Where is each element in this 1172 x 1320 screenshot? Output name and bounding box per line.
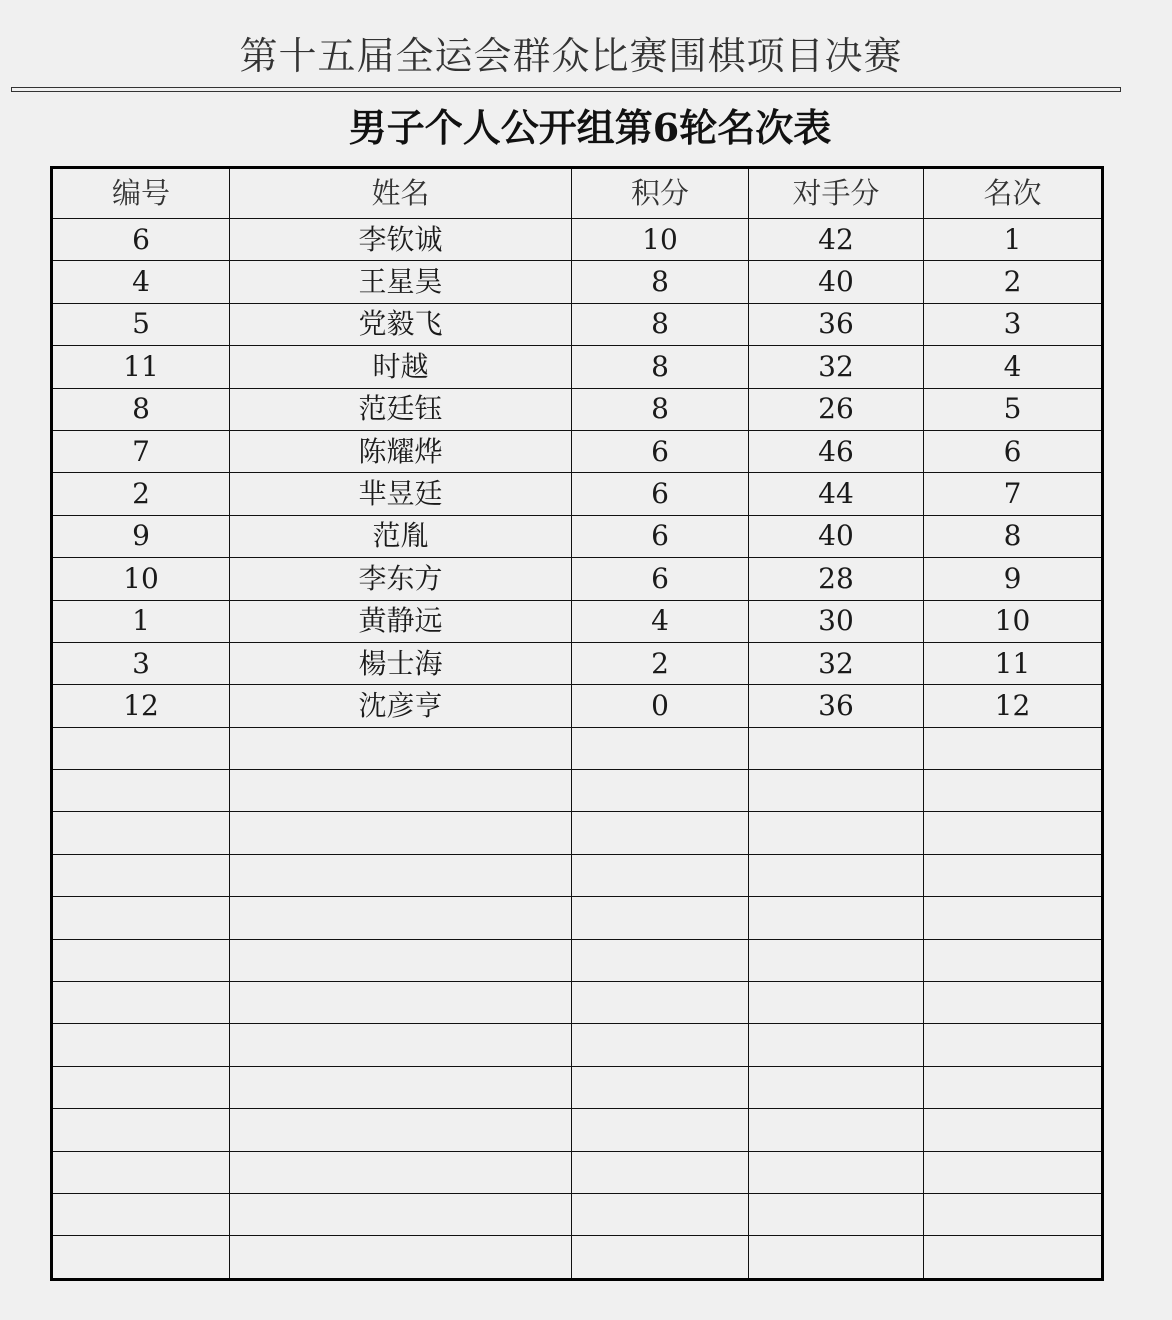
empty-cell [52,1151,230,1193]
cell-opponent-score: 44 [749,473,924,515]
document-title: 第十五届全运会群众比赛围棋项目决赛 [239,34,903,78]
cell-opponent-score: 32 [749,642,924,684]
empty-cell [749,939,924,981]
empty-cell [52,939,230,981]
empty-cell [52,1193,230,1235]
empty-cell [749,727,924,769]
empty-cell [924,1236,1103,1279]
empty-table-row [52,770,1103,812]
cell-score: 6 [572,558,749,600]
empty-table-row [52,1066,1103,1108]
empty-cell [924,939,1103,981]
empty-table-row [52,939,1103,981]
empty-cell [572,1193,749,1235]
empty-cell [924,812,1103,854]
empty-cell [924,897,1103,939]
table-row [52,430,1103,472]
cell-score: 2 [572,642,749,684]
cell-name: 芈昱廷 [230,473,572,515]
empty-cell [749,1109,924,1151]
empty-table-row [52,1024,1103,1066]
empty-cell [230,770,572,812]
cell-id: 5 [52,303,230,345]
header-name: 姓名 [230,168,572,219]
cell-score: 8 [572,346,749,388]
empty-cell [572,1151,749,1193]
cell-name: 陈耀烨 [230,430,572,472]
empty-cell [572,770,749,812]
cell-name: 李东方 [230,558,572,600]
empty-cell [230,982,572,1024]
table-row [52,600,1103,642]
cell-id: 2 [52,473,230,515]
cell-name: 王星昊 [230,261,572,303]
cell-rank: 7 [924,473,1103,515]
empty-cell [52,812,230,854]
cell-id: 7 [52,430,230,472]
empty-cell [52,770,230,812]
empty-cell [572,1109,749,1151]
cell-score: 8 [572,388,749,430]
empty-table-row [52,1109,1103,1151]
table-row [52,388,1103,430]
empty-cell [749,770,924,812]
cell-rank: 3 [924,303,1103,345]
header-score: 积分 [572,168,749,219]
empty-table-row [52,1151,1103,1193]
empty-cell [572,939,749,981]
cell-opponent-score: 40 [749,261,924,303]
cell-id: 1 [52,600,230,642]
empty-cell [230,1151,572,1193]
cell-opponent-score: 36 [749,303,924,345]
empty-cell [52,897,230,939]
empty-cell [230,812,572,854]
empty-table-row [52,854,1103,896]
cell-rank: 8 [924,515,1103,557]
empty-cell [924,982,1103,1024]
title-double-rule [11,87,1121,92]
cell-id: 9 [52,515,230,557]
cell-id: 4 [52,261,230,303]
empty-table-row [52,1193,1103,1235]
table-row [52,261,1103,303]
table-row [52,515,1103,557]
empty-cell [52,982,230,1024]
empty-cell [230,1066,572,1108]
empty-cell [230,727,572,769]
empty-cell [52,727,230,769]
empty-cell [749,1151,924,1193]
empty-cell [230,1024,572,1066]
empty-table-row [52,982,1103,1024]
empty-cell [924,854,1103,896]
empty-cell [572,727,749,769]
table-row [52,303,1103,345]
cell-name: 范胤 [230,515,572,557]
cell-rank: 12 [924,685,1103,727]
header-id: 编号 [52,168,230,219]
empty-cell [52,1236,230,1279]
table-row [52,685,1103,727]
cell-id: 3 [52,642,230,684]
table-row [52,346,1103,388]
cell-score: 0 [572,685,749,727]
empty-cell [749,1024,924,1066]
cell-id: 12 [52,685,230,727]
cell-rank: 5 [924,388,1103,430]
cell-score: 10 [572,219,749,261]
cell-name: 范廷钰 [230,388,572,430]
empty-cell [52,1066,230,1108]
cell-opponent-score: 28 [749,558,924,600]
empty-cell [572,982,749,1024]
cell-id: 10 [52,558,230,600]
empty-cell [749,1066,924,1108]
cell-opponent-score: 42 [749,219,924,261]
empty-cell [230,1193,572,1235]
empty-cell [230,854,572,896]
empty-cell [52,854,230,896]
cell-name: 黄静远 [230,600,572,642]
cell-rank: 6 [924,430,1103,472]
empty-cell [230,897,572,939]
cell-id: 8 [52,388,230,430]
empty-cell [572,812,749,854]
cell-rank: 4 [924,346,1103,388]
cell-opponent-score: 30 [749,600,924,642]
empty-cell [924,1066,1103,1108]
cell-opponent-score: 40 [749,515,924,557]
cell-rank: 1 [924,219,1103,261]
cell-name: 时越 [230,346,572,388]
empty-cell [572,1024,749,1066]
empty-cell [924,1151,1103,1193]
empty-table-row [52,812,1103,854]
empty-cell [749,812,924,854]
empty-cell [52,1024,230,1066]
table-row [52,558,1103,600]
cell-rank: 10 [924,600,1103,642]
empty-cell [924,770,1103,812]
empty-cell [924,1193,1103,1235]
cell-score: 4 [572,600,749,642]
cell-rank: 11 [924,642,1103,684]
table-subtitle: 男子个人公开组第6轮名次表 [348,105,832,150]
header-opponent-score: 对手分 [749,168,924,219]
empty-cell [749,1193,924,1235]
table-row [52,473,1103,515]
empty-table-row [52,897,1103,939]
empty-cell [230,1236,572,1279]
cell-score: 8 [572,261,749,303]
empty-cell [749,982,924,1024]
empty-cell [230,939,572,981]
cell-opponent-score: 36 [749,685,924,727]
empty-cell [924,1024,1103,1066]
empty-cell [572,854,749,896]
cell-id: 6 [52,219,230,261]
empty-cell [230,1109,572,1151]
cell-score: 8 [572,303,749,345]
header-rank: 名次 [924,168,1103,219]
cell-opponent-score: 32 [749,346,924,388]
empty-cell [572,897,749,939]
empty-cell [749,1236,924,1279]
cell-opponent-score: 26 [749,388,924,430]
cell-score: 6 [572,515,749,557]
empty-cell [52,1109,230,1151]
cell-score: 6 [572,430,749,472]
ranking-table [50,166,1104,1281]
cell-name: 楊士海 [230,642,572,684]
cell-opponent-score: 46 [749,430,924,472]
cell-rank: 9 [924,558,1103,600]
table-row [52,219,1103,261]
cell-score: 6 [572,473,749,515]
empty-cell [924,727,1103,769]
empty-cell [749,897,924,939]
empty-cell [572,1066,749,1108]
empty-cell [749,854,924,896]
cell-name: 党毅飞 [230,303,572,345]
cell-name: 李钦诚 [230,219,572,261]
empty-table-row [52,727,1103,769]
table-header-row [52,168,1103,219]
cell-name: 沈彦亨 [230,685,572,727]
cell-id: 11 [52,346,230,388]
empty-cell [572,1236,749,1279]
empty-table-row [52,1236,1103,1279]
empty-cell [924,1109,1103,1151]
table-row [52,642,1103,684]
cell-rank: 2 [924,261,1103,303]
